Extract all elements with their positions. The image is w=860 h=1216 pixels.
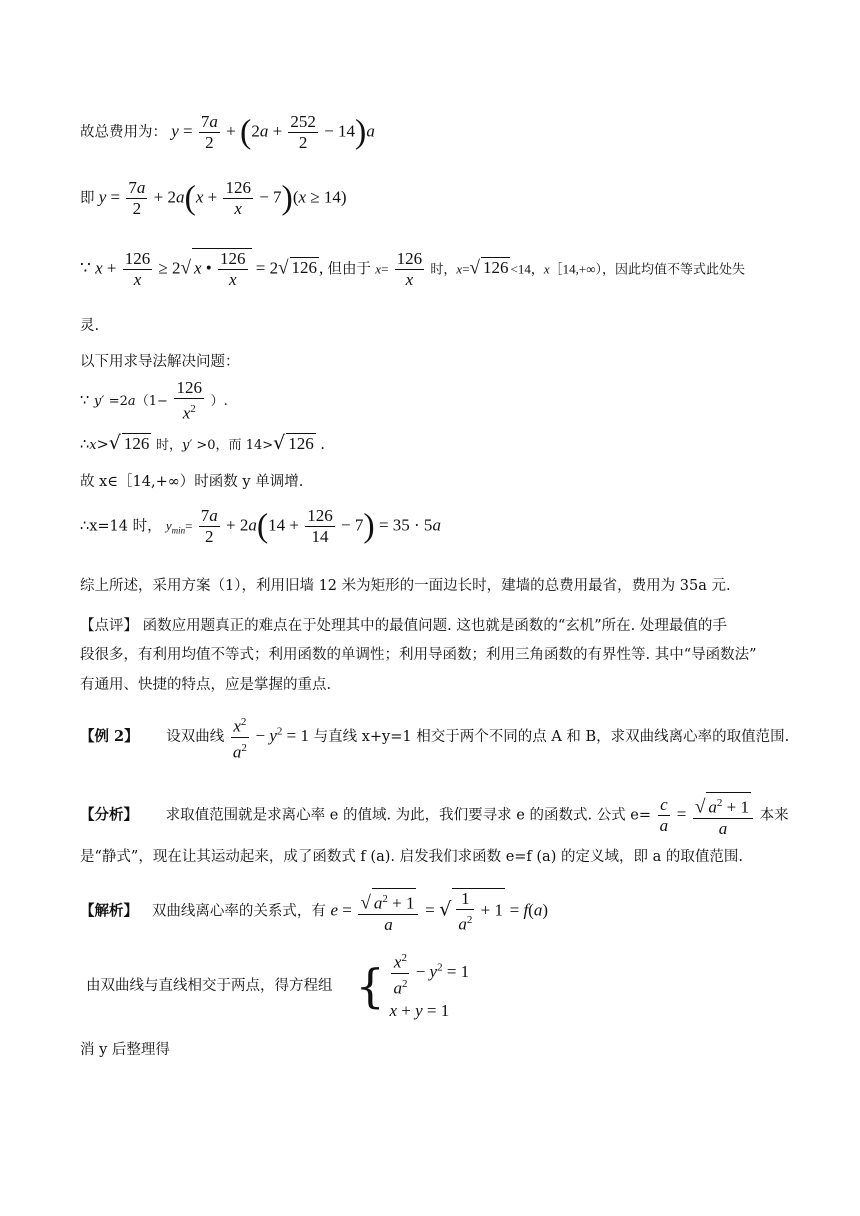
derivative-sign-line: ∴x>√ 126 时，y′ >0，而 14>√ 126 . <box>80 432 325 454</box>
minimum-line: ∴x=14 时， $y_{min}=$ $\frac{7a}{2}$ + 2a(14 + $\frac{126}{14}$ − 7) = 35 · 5a <box>80 506 441 546</box>
example-2-line: 【例 2】 设双曲线 $\frac{x^2}{a^2}$ − $y^2 = 1$ 与直线 x+y=1 相交于两个不同的点 A 和 B，求双曲线离心率的取值范围. <box>80 712 789 762</box>
fraction-sqrt-a2-1-over-a-b: $\frac{√ a^2 + 1}{a}$ <box>358 888 418 935</box>
comment-line-2: 段很多，有利用均值不等式；利用函数的单调性；利用导函数；利用三角函数的有界性等. 其中“导函数法” <box>80 647 757 663</box>
example-2-post: 与直线 x+y=1 相交于两个不同的点 A 和 B，求双曲线离心率的取值范围. <box>313 729 790 746</box>
equation-system-text: 由双曲线与直线相交于两点，得方程组 <box>86 978 333 995</box>
fraction-126-x-c: $\frac{126}{x}$ <box>220 249 246 289</box>
fraction-sqrt-a2-1-over-a: $\frac{√ a^2 + 1}{a}$ <box>693 792 753 839</box>
fraction-1-a2: $\frac{1}{a^2}$ <box>458 889 473 934</box>
because-symbol: ∵ <box>80 392 90 409</box>
total-cost-line: 故总费用为： y = $\frac{7a}{2}$ + (2a + $\frac{252}{2}$ − 14)a <box>80 112 375 152</box>
brace-symbol: { <box>355 959 385 1014</box>
fraction-126-14: $\frac{126}{14}$ <box>307 506 333 546</box>
analysis-line: 【分析】 求取值范围就是求离心率 e 的值域. 为此，我们要寻求 e 的函数式. 公式 e= $\frac{c}{a}$ = $\frac{√ a^2 + 1}{a}$ 本来 <box>80 792 789 839</box>
but-because-text: 但由于 <box>327 261 372 278</box>
analysis-label: 【分析】 <box>80 806 138 824</box>
solution-text: 双曲线离心率的关系式，有 <box>151 903 326 920</box>
simplified-cost-line: 即 y = $\frac{7a}{2}$ + 2a(x + $\frac{126}{x}$ − 7)(x ≥ 14) <box>80 178 347 218</box>
therefore-label: ∴x=14 时， <box>80 518 162 535</box>
fraction-126-x2: $\frac{126}{x^2}$ <box>176 378 202 423</box>
solution-label: 【解析】 <box>80 902 138 920</box>
fraction-7a-2: $\frac{7a}{2}$ <box>200 112 218 152</box>
conclusion-line: 综上所述，采用方案（1），利用旧墙 12 米为矩形的一面边长时，建墙的总费用最省，费用为 35a 元. <box>80 578 731 594</box>
solution-line: 【解析】 双曲线离心率的关系式，有 e = $\frac{√ a^2 + 1}{a}$ = √ $\frac{1}{a^2}$ + 1 = f(a) <box>80 889 549 935</box>
analysis-line-2: 是“静式”，现在让其运动起来，成了函数式 f (a). 启发我们求函数 e=f (a) 的定义域，即 a 的取值范围. <box>80 849 743 865</box>
fraction-126-x: $\frac{126}{x}$ <box>225 178 251 218</box>
comment-line-3: 有通用、快捷的特点，应是掌握的重点. <box>80 677 332 693</box>
monotonic-line: 故 x∈［14,+∞）时函数 y 单调增. <box>80 474 304 490</box>
fraction-x2-a2: $\frac{x^2}{a^2}$ <box>231 712 249 762</box>
equation-system-line <box>86 948 469 1024</box>
equation-system: $\frac{x^2}{a^2}$ − $y^2 = 1$ x + y = 1 <box>389 948 469 1024</box>
simplified-label: 即 <box>80 190 95 207</box>
fraction-126-x-d: $\frac{126}{x}$ <box>396 249 423 289</box>
am-gm-line: ∵ x + $\frac{126}{x}$ ≥ 2√ x • $\frac{126}{x}$ = 2√ 126 , 但由于 x= $\frac{126}{x}$ 时，x=√ 126 <14，x［14,+∞），因此均值不等式此处失 <box>80 249 745 289</box>
eliminate-line: 消 y 后整理得 <box>80 1042 170 1058</box>
line-fails: 灵. <box>80 318 100 334</box>
fraction-252-2: $\frac{252}{2}$ <box>290 112 316 152</box>
total-cost-label: 故总费用为： <box>80 124 167 141</box>
comment-line-1: 【点评】 函数应用题真正的难点在于处理其中的最值问题. 这也就是函数的“玄机”所在. 处理最值的手 <box>80 618 727 634</box>
example-2-label: 【例 2】 <box>80 728 139 746</box>
example-2-pre: 设双曲线 <box>166 729 225 746</box>
fraction-7a-2b: $\frac{7a}{2}$ <box>128 178 146 218</box>
analysis-text: 求取值范围就是求离心率 e 的值域. 为此，我们要寻求 e 的函数式. 公式 e= <box>165 807 652 824</box>
derivative-line: ∵ y′ =2a（1− $\frac{126}{x^2}$ ）. <box>80 378 228 423</box>
fraction-126-x-b: $\frac{126}{x}$ <box>124 249 151 289</box>
analysis-tail: 本来 <box>759 807 789 824</box>
fraction-7a-2c: $\frac{7a}{2}$ <box>200 506 218 546</box>
fraction-c-a: $\frac{c}{a}$ <box>659 794 669 835</box>
line-derivative-method: 以下用求导法解决问题： <box>80 354 240 370</box>
